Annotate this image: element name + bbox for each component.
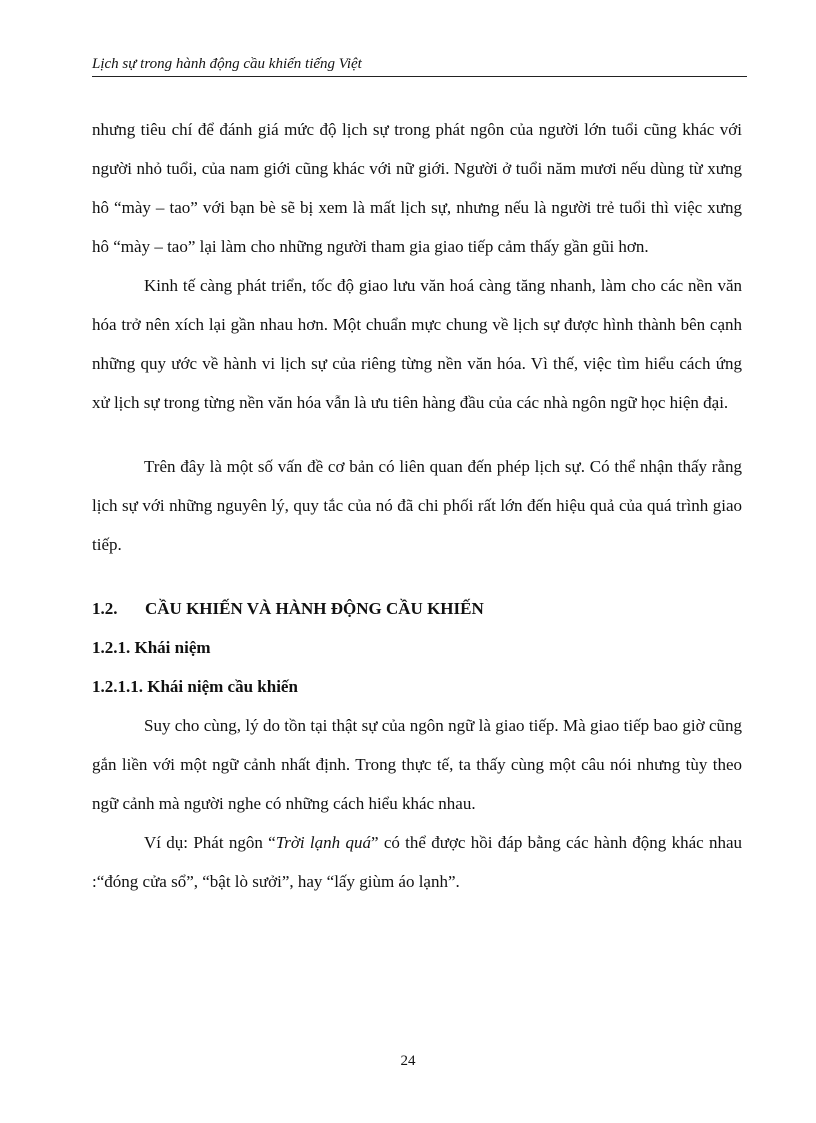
paragraph-summary: Trên đây là một số vấn đề cơ bản có liên quan đến phép lịch sự. Có thể nhận thấy rằng lịch sự với những nguyên lý, quy tắc của nó đã chi phối rất lớn đến hiệu quả của quá trình giao tiếp. [92, 457, 742, 554]
header-title: Lịch sự trong hành động cầu khiến tiếng Việt [92, 56, 362, 72]
example-suffix: ” có thể được hồi đáp bằng các hành động khác nhau :“đóng cửa sổ”, “bật lò sưởi”, hay “lấy giùm áo lạnh”. [92, 833, 743, 891]
subsection-heading: 1.2.1. Khái niệm [92, 638, 211, 657]
paragraph-example [92, 823, 742, 901]
page-number: 24 [400, 1053, 416, 1069]
example-prefix: Ví dụ: Phát ngôn “ [144, 833, 276, 852]
running-header [92, 50, 747, 77]
paragraph-politeness-age: nhưng tiêu chí để đánh giá mức độ lịch sự trong phát ngôn của người lớn tuổi cũng khác với người nhỏ tuổi, của nam giới cũng khác với nữ giới. Người ở tuổi năm mươi nếu dùng từ xưng hô “mày – tao” với bạn bè sẽ bị xem là mất lịch sự, nhưng nếu là người trẻ tuổi thì việc xưng hô “mày – tao” lại làm cho những người tham gia giao tiếp cảm thấy gần gũi hơn. [92, 120, 742, 256]
section-number: 1.2. [92, 599, 118, 618]
paragraph-concept: Suy cho cùng, lý do tồn tại thật sự của ngôn ngữ là giao tiếp. Mà giao tiếp bao giờ cũng gắn liền với một ngữ cảnh nhất định. Trong thực tế, ta thấy cùng một câu nói nhưng tùy theo ngữ cảnh mà người nghe có những cách hiểu khác nhau. [92, 716, 742, 813]
section-title: CẦU KHIẾN VÀ HÀNH ĐỘNG CẦU KHIẾN [145, 599, 484, 618]
subsubsection-heading: 1.2.1.1. Khái niệm cầu khiến [92, 677, 298, 696]
paragraph-culture-exchange: Kinh tế càng phát triển, tốc độ giao lưu văn hoá càng tăng nhanh, làm cho các nền văn hóa trở nên xích lại gần nhau hơn. Một chuẩn mực chung về lịch sự được hình thành bên cạnh những quy ước về hành vi lịch sự của riêng từng nền văn hóa. Vì thế, việc tìm hiểu cách ứng xử lịch sự trong từng nền văn hóa vẫn là ưu tiên hàng đầu của các nhà ngôn ngữ học hiện đại. [92, 276, 742, 412]
example-quote: Trời lạnh quá [275, 833, 371, 852]
section-heading [92, 589, 742, 628]
page-body [92, 110, 742, 901]
